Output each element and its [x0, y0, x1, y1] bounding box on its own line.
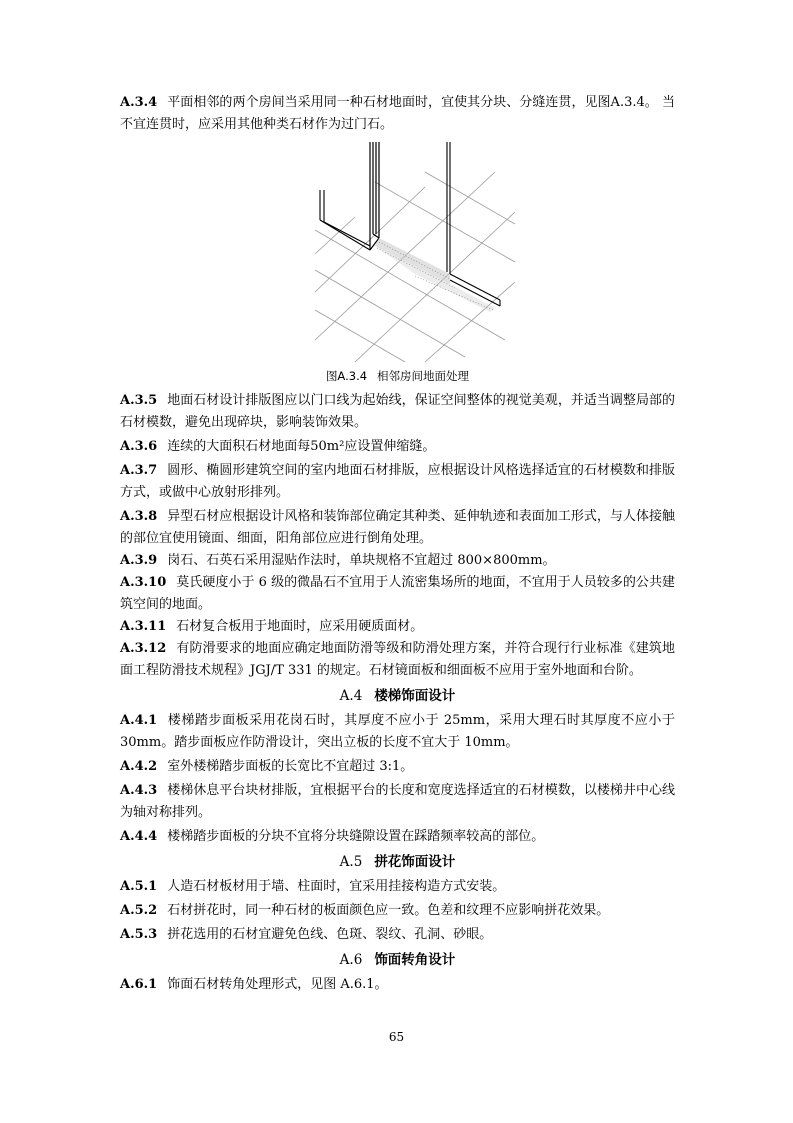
clause-text: 地面石材设计排版图应以门口线为起始线，保证空间整体的视觉美观，并适当调整局部的石材模数，避免出现碎块，影响装饰效果。 [120, 393, 675, 430]
clause-number: A.5.3 [120, 927, 158, 942]
clause-number: A.3.11 [120, 619, 167, 634]
clause-text: 石材拼花时，同一种石材的板面颜色应一致。色差和纹理不应影响拼花效果。 [167, 903, 610, 918]
section-heading-a-6 [120, 948, 675, 972]
clause-text: 饰面石材转角处理形式，见图 A.6.1。 [167, 977, 388, 992]
clause-text: 楼梯踏步面板采用花岗石时，其厚度不应小于 25mm，采用大理石时其厚度不应小于30mm。踏步面板应作防滑设计，突出立板的长度不宜大于 10mm。 [120, 713, 675, 750]
clause-number: A.3.9 [120, 553, 158, 568]
clause-number: A.3.10 [120, 575, 167, 590]
clause-text: 拼花选用的石材宜避免色线、色斑、裂纹、孔洞、砂眼。 [167, 927, 493, 942]
clause-text: 平面相邻的两个房间当采用同一种石材地面时，宜使其分块、分缝连贯，见图A.3.4。 当不宜连贯时，应采用其他种类石材作为过门石。 [120, 95, 675, 132]
section-heading-a-5 [120, 850, 675, 874]
clause-a-5-2 [120, 900, 675, 922]
section-number: A.4 [339, 688, 363, 704]
floor-junction-drawing [315, 142, 515, 362]
clause-a-4-2 [120, 756, 675, 778]
clause-a-4-1 [120, 710, 675, 754]
clause-a-4-4 [120, 826, 675, 848]
clause-a-3-4 [120, 92, 675, 136]
clause-a-3-6 [120, 436, 675, 458]
section-title: 楼梯饰面设计 [374, 688, 456, 704]
clause-text: 圆形、椭圆形建筑空间的室内地面石材排版，应根据设计风格选择适宜的石材模数和排版方式，或做中心放射形排列。 [120, 463, 675, 500]
clause-a-3-9 [120, 550, 675, 572]
clause-a-4-3 [120, 780, 675, 824]
clause-number: A.6.1 [120, 977, 158, 992]
clause-text: 连续的大面积石材地面每50m²应设置伸缩缝。 [167, 439, 436, 454]
clause-text: 室外楼梯踏步面板的长宽比不宜超过 3:1。 [167, 759, 414, 774]
clause-a-3-8 [120, 506, 675, 550]
figure-title: 相邻房间地面处理 [377, 369, 470, 383]
clause-a-3-10 [120, 572, 675, 616]
section-number: A.6 [339, 952, 363, 968]
clause-a-3-11 [120, 616, 675, 638]
clause-number: A.4.1 [120, 713, 158, 728]
page-content [120, 92, 675, 998]
clause-a-5-1 [120, 876, 675, 898]
figure-number: 图A.3.4 [325, 369, 368, 383]
clause-number: A.4.3 [120, 783, 158, 798]
clause-text: 异型石材应根据设计风格和装饰部位确定其种类、延伸轨迹和表面加工形式，与人体接触的部位宜使用镜面、细面，阳角部位应进行倒角处理。 [120, 509, 675, 546]
clause-number: A.3.5 [120, 393, 158, 408]
clause-number: A.3.4 [120, 95, 158, 110]
clause-number: A.3.7 [120, 463, 158, 478]
clause-a-5-3 [120, 924, 675, 946]
clause-text: 人造石材板材用于墙、柱面时，宜采用挂接构造方式安装。 [167, 879, 506, 894]
section-title: 饰面转角设计 [374, 952, 456, 968]
clause-text: 岗石、石英石采用湿贴作法时，单块规格不宜超过 800×800mm。 [167, 553, 556, 568]
figure-a-3-4 [120, 138, 675, 366]
section-heading-a-4 [120, 684, 675, 708]
clause-number: A.4.4 [120, 829, 158, 844]
clause-number: A.3.12 [120, 641, 167, 656]
clause-a-3-5 [120, 390, 675, 434]
figure-caption [120, 366, 675, 386]
section-number: A.5 [339, 854, 363, 870]
clause-number: A.3.6 [120, 439, 158, 454]
clause-number: A.4.2 [120, 759, 158, 774]
clause-number: A.5.1 [120, 879, 158, 894]
page-number: 65 [388, 1030, 405, 1044]
section-title: 拼花饰面设计 [374, 854, 456, 870]
clause-a-6-1 [120, 974, 675, 996]
clause-number: A.3.8 [120, 509, 158, 524]
clause-text: 有防滑要求的地面应确定地面防滑等级和防滑处理方案，并符合现行行业标准《建筑地面工程防滑技术规程》JGJ/T 331 的规定。石材镜面板和细面板不应用于室外地面和台阶。 [120, 641, 675, 678]
clause-text: 楼梯休息平台块材排版，宜根据平台的长度和宽度选择适宜的石材模数，以楼梯井中心线为轴对称排列。 [120, 783, 675, 820]
clause-text: 石材复合板用于地面时，应采用硬质面材。 [176, 619, 424, 634]
clause-a-3-12 [120, 638, 675, 682]
clause-text: 楼梯踏步面板的分块不宜将分块缝隙设置在踩踏频率较高的部位。 [167, 829, 545, 844]
clause-number: A.5.2 [120, 903, 158, 918]
clause-a-3-7 [120, 460, 675, 504]
clause-text: 莫氏硬度小于 6 级的微晶石不宜用于人流密集场所的地面，不宜用于人员较多的公共建筑空间的地面。 [120, 575, 675, 612]
